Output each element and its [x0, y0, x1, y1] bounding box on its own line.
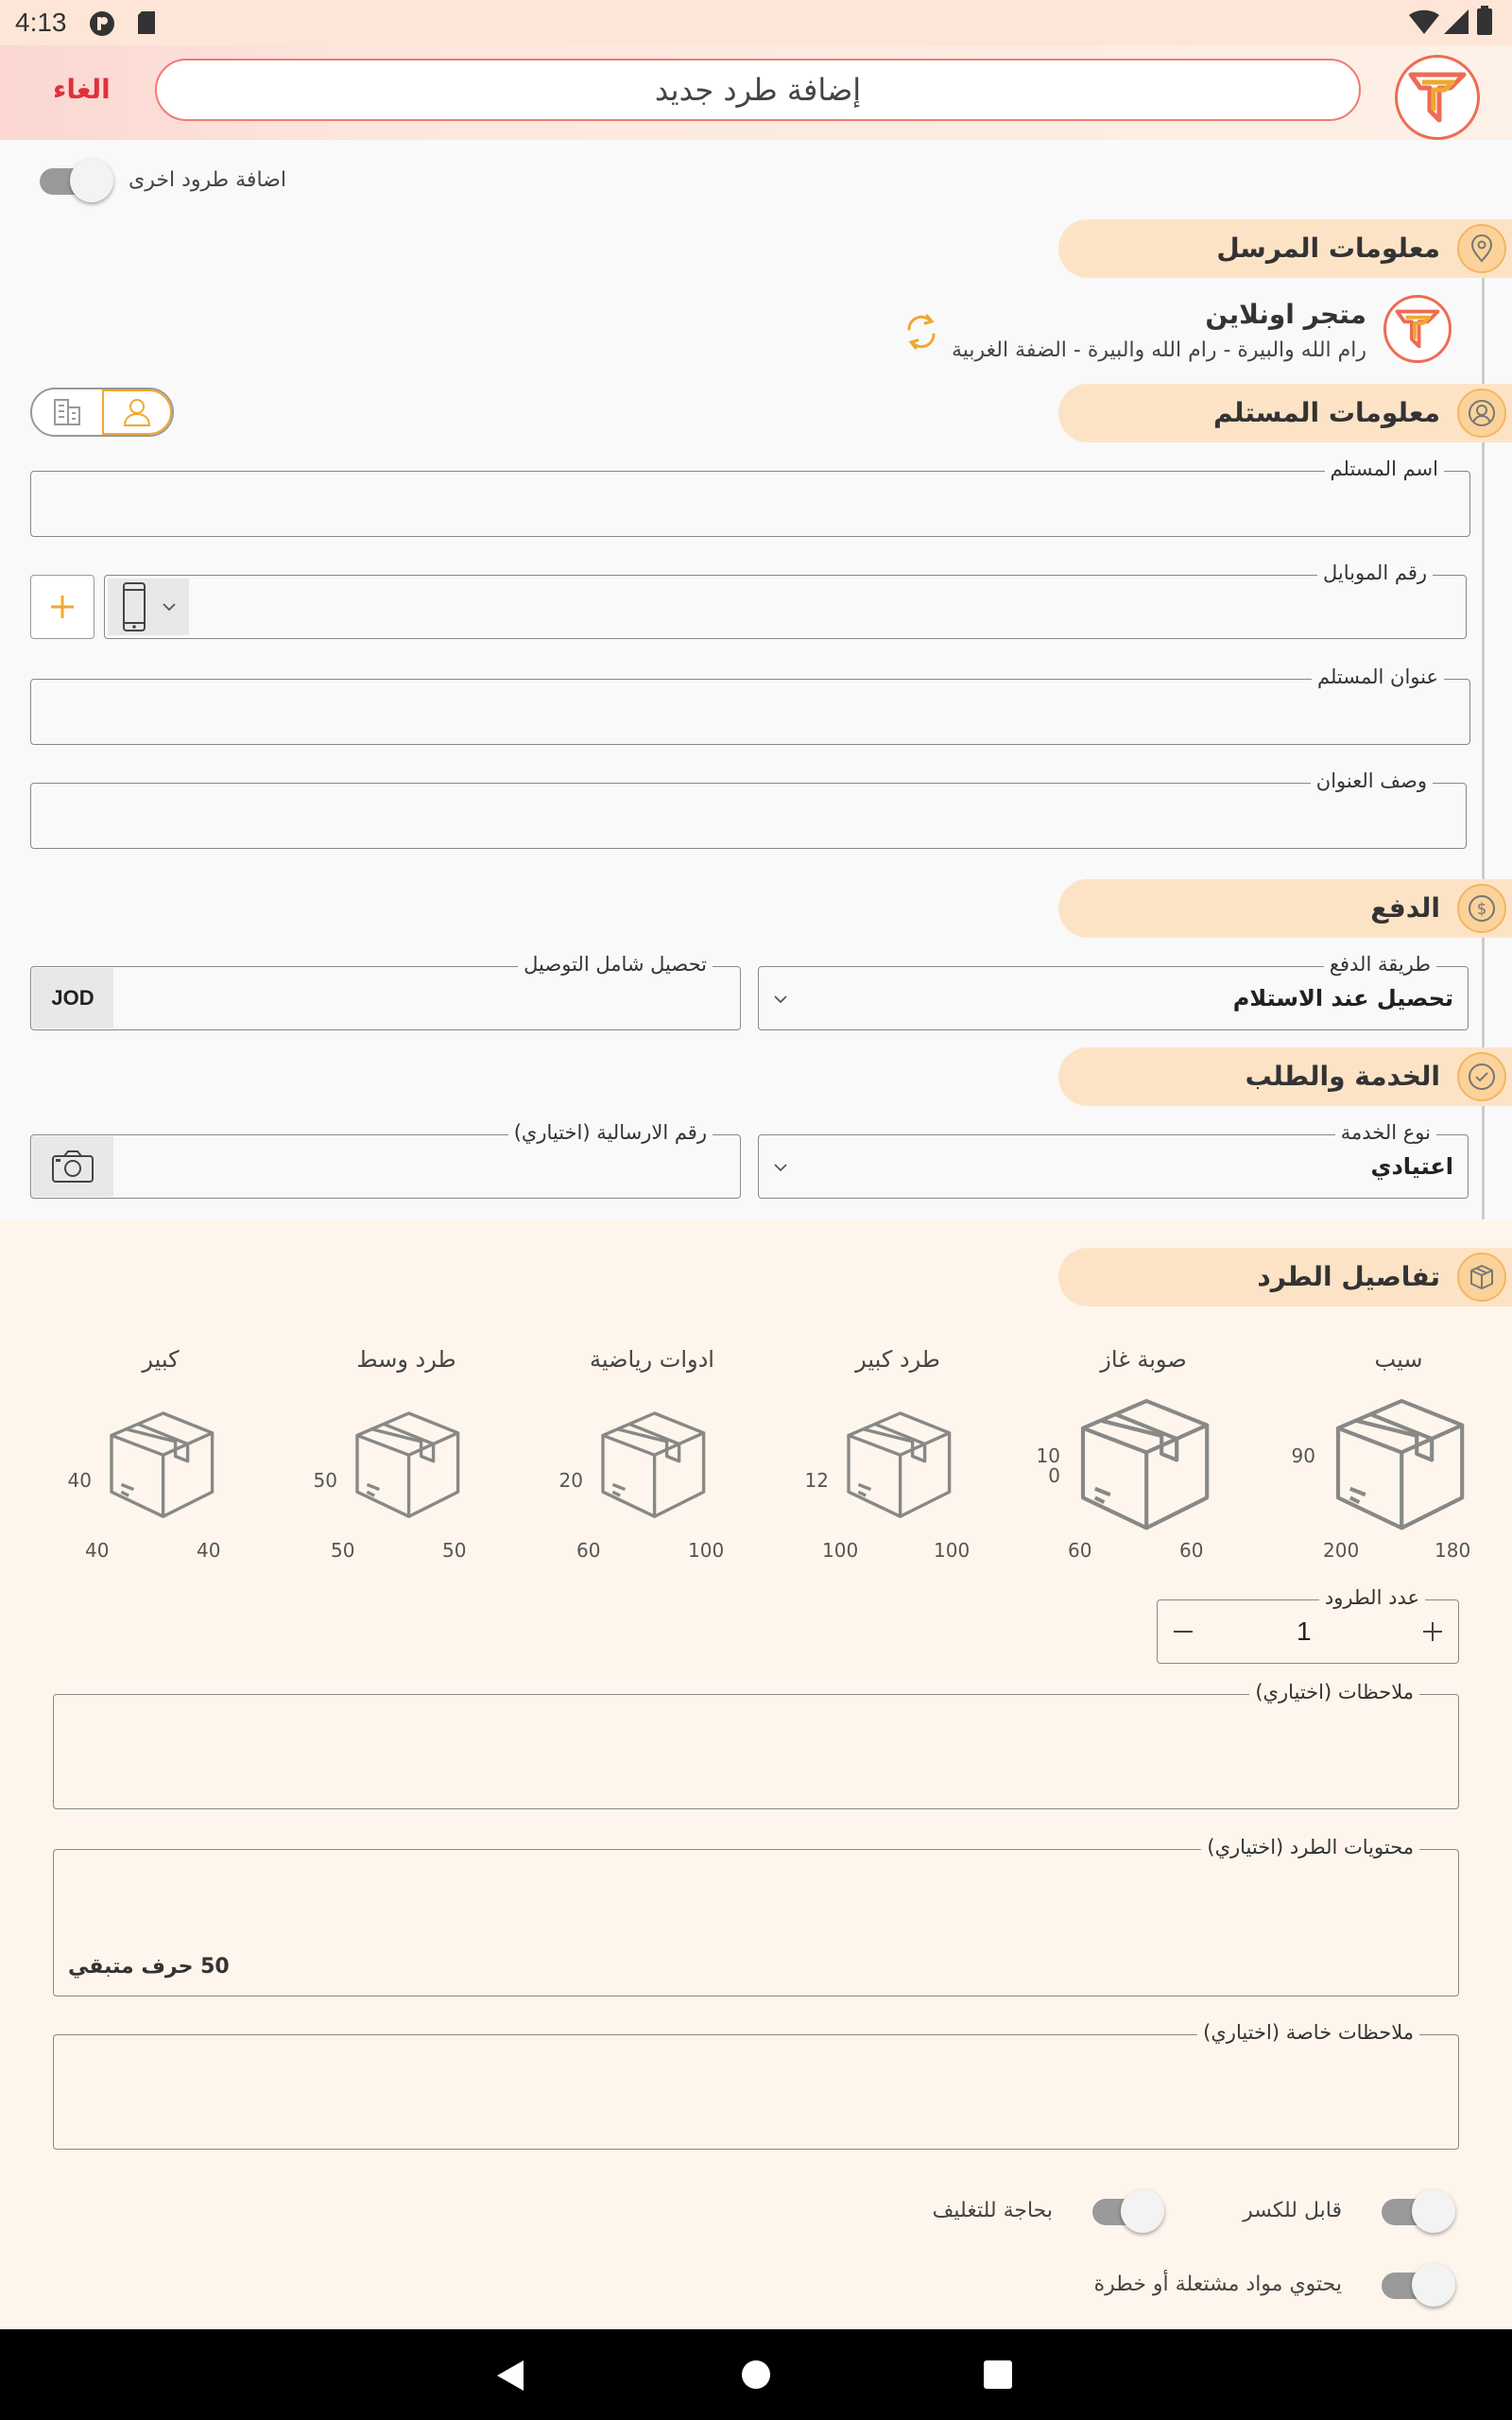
- address-description-label: وصف العنوان: [1311, 769, 1433, 792]
- phone-type-select[interactable]: [108, 579, 189, 635]
- camera-button[interactable]: [32, 1136, 113, 1197]
- status-bar: [0, 0, 1512, 45]
- home-nav-icon[interactable]: [741, 2360, 771, 2390]
- package-count-value: 1: [1297, 1616, 1312, 1646]
- receiver-type-switch: [30, 388, 174, 437]
- currency-badge: JOD: [32, 968, 113, 1028]
- notes-input[interactable]: [53, 1694, 1459, 1809]
- package-width-dim: 200: [1323, 1539, 1360, 1562]
- package-count-label: عدد الطرود: [1319, 1586, 1425, 1609]
- contents-label: محتويات الطرد (اختياري): [1201, 1836, 1419, 1858]
- special-notes-input[interactable]: [53, 2034, 1459, 2150]
- service-type-select[interactable]: [758, 1134, 1469, 1199]
- sd-card-icon: [136, 9, 159, 36]
- contents-input[interactable]: [53, 1849, 1459, 1996]
- service-section-title: الخدمة والطلب: [1245, 1061, 1440, 1092]
- app-logo: [1395, 55, 1480, 140]
- package-height-dim: 20: [558, 1469, 583, 1492]
- package-box-icon: [99, 1401, 222, 1524]
- location-pin-icon: [1457, 224, 1506, 273]
- receiver-section-title: معلومات المستلم: [1212, 397, 1440, 428]
- reference-number-label: رقم الارسالية (اختياري): [508, 1121, 713, 1144]
- package-length-dim: 60: [1179, 1539, 1204, 1562]
- mobile-input[interactable]: [104, 575, 1467, 639]
- plus-icon: [48, 593, 77, 621]
- package-box-icon: [1323, 1386, 1474, 1537]
- receiver-address-label: عنوان المستلم: [1312, 666, 1444, 688]
- packaging-toggle-knob[interactable]: [1121, 2189, 1164, 2233]
- package-height-dim: 50: [313, 1469, 337, 1492]
- sender-logo-icon: [1394, 307, 1441, 351]
- package-box-icon: [1068, 1386, 1219, 1537]
- app-notification-icon: [87, 9, 117, 38]
- package-width-dim: 60: [576, 1539, 601, 1562]
- increment-icon[interactable]: [1421, 1620, 1444, 1643]
- cancel-button[interactable]: الغاء: [53, 74, 111, 105]
- service-chevron-down-icon: [773, 1163, 788, 1172]
- user-circle-icon: [1457, 389, 1506, 438]
- person-icon: [121, 396, 153, 428]
- box-section-icon: [1457, 1253, 1506, 1302]
- camera-icon: [51, 1150, 94, 1184]
- sender-name: متجر اونلاين: [1205, 299, 1366, 330]
- service-type-value: اعتيادي: [1370, 1153, 1453, 1180]
- swap-sender-icon[interactable]: [902, 312, 941, 352]
- fragile-toggle-knob[interactable]: [1412, 2189, 1455, 2233]
- package-box-icon: [836, 1401, 959, 1524]
- sender-address: رام الله والبيرة - رام الله والبيرة - الضفة الغربية: [951, 338, 1366, 362]
- packaging-label: بحاجة للتغليف: [932, 2199, 1053, 2222]
- battery-icon: [1476, 6, 1493, 36]
- business-option[interactable]: [32, 389, 102, 435]
- package-length-dim: 40: [197, 1539, 221, 1562]
- back-nav-icon[interactable]: [493, 2358, 527, 2394]
- payment-chevron-down-icon: [773, 994, 788, 1004]
- fragile-label: قابل للكسر: [1243, 2199, 1342, 2222]
- status-time: 4:13: [15, 8, 67, 37]
- remaining-chars: 50 حرف متبقي: [68, 1955, 230, 1979]
- package-type-label: صوبة غاز: [1100, 1346, 1187, 1373]
- system-nav-bar: [0, 2329, 1512, 2420]
- mobile-label: رقم الموبايل: [1317, 562, 1433, 584]
- package-type-label: سيب: [1374, 1346, 1423, 1373]
- package-type-label: طرد وسط: [356, 1346, 456, 1373]
- package-section-title: تفاصيل الطرد: [1257, 1261, 1440, 1292]
- add-mobile-button[interactable]: [30, 575, 94, 639]
- sender-avatar: [1383, 295, 1452, 363]
- package-height-dim: 12: [804, 1469, 829, 1492]
- collect-amount-label: تحصيل شامل التوصيل: [518, 953, 713, 976]
- receiver-name-input[interactable]: [30, 471, 1470, 537]
- package-length-dim: 100: [688, 1539, 725, 1562]
- special-notes-label: ملاحظات خاصة (اختياري): [1197, 2021, 1419, 2044]
- package-width-dim: 50: [331, 1539, 355, 1562]
- sender-section-title: معلومات المرسل: [1216, 233, 1440, 264]
- add-more-toggle-knob[interactable]: [70, 159, 113, 202]
- package-width-dim: 100: [822, 1539, 859, 1562]
- collect-amount-input[interactable]: [30, 966, 741, 1030]
- decrement-icon[interactable]: [1172, 1620, 1194, 1643]
- add-more-label: اضافة طرود اخرى: [129, 168, 286, 192]
- package-length-dim: 50: [442, 1539, 467, 1562]
- check-circle-icon: [1457, 1052, 1506, 1101]
- package-width-dim: 60: [1068, 1539, 1092, 1562]
- package-height-dim: 10 0: [1036, 1444, 1060, 1487]
- mobile-phone-icon: [120, 581, 148, 632]
- receiver-name-label: اسم المستلم: [1325, 458, 1444, 480]
- svg-text:$: $: [1476, 900, 1487, 919]
- package-type-label: ادوات رياضية: [590, 1346, 714, 1373]
- package-width-dim: 40: [85, 1539, 110, 1562]
- reference-number-input[interactable]: [30, 1134, 741, 1199]
- page-title: إضافة طرد جديد: [155, 59, 1361, 121]
- service-type-label: نوع الخدمة: [1335, 1121, 1436, 1144]
- building-icon: [51, 396, 83, 428]
- payment-method-value: تحصيل عند الاستلام: [1232, 985, 1453, 1011]
- wifi-icon: [1408, 9, 1440, 36]
- receiver-address-input[interactable]: [30, 679, 1470, 745]
- package-length-dim: 100: [934, 1539, 971, 1562]
- package-type-label: طرد كبير: [855, 1346, 940, 1373]
- dollar-icon: [1457, 884, 1506, 933]
- payment-section-title: الدفع: [1370, 892, 1440, 924]
- chevron-down-icon: [162, 602, 177, 612]
- package-box-icon: [591, 1401, 713, 1524]
- recents-nav-icon[interactable]: [983, 2360, 1013, 2390]
- payment-section-header: [1058, 879, 1512, 938]
- hazardous-toggle-knob[interactable]: [1412, 2263, 1455, 2307]
- app-header: [0, 45, 1512, 140]
- package-height-dim: 40: [67, 1469, 92, 1492]
- logo-icon: [1407, 69, 1468, 126]
- package-height-dim: 90: [1291, 1444, 1315, 1467]
- hazardous-label: يحتوي مواد مشتعلة أو خطرة: [1093, 2273, 1342, 2296]
- individual-option[interactable]: [102, 389, 172, 435]
- signal-icon: [1442, 8, 1470, 36]
- package-length-dim: 180: [1435, 1539, 1471, 1562]
- address-description-input[interactable]: [30, 783, 1467, 849]
- package-type-label: كبير: [142, 1346, 180, 1373]
- package-box-icon: [345, 1401, 468, 1524]
- payment-method-label: طريقة الدفع: [1324, 953, 1436, 976]
- notes-label: ملاحظات (اختياري): [1249, 1681, 1419, 1703]
